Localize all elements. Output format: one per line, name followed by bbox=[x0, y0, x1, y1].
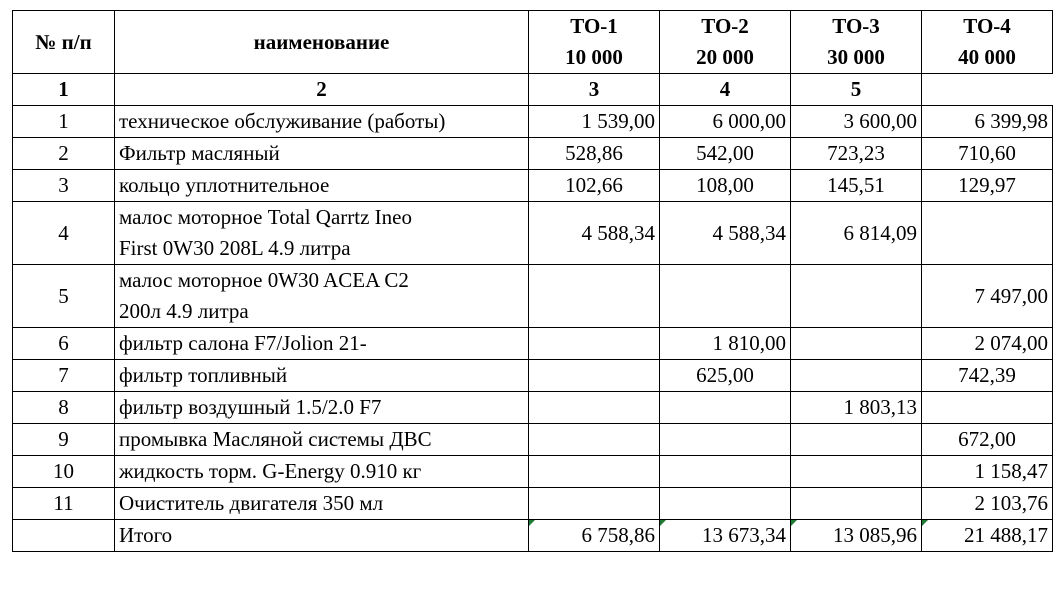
value-cell[interactable]: 2 103,76 bbox=[922, 488, 1053, 520]
item-name-cell[interactable]: фильтр воздушный 1.5/2.0 F7 bbox=[115, 392, 529, 424]
value-cell[interactable]: 129,97 bbox=[922, 170, 1053, 202]
header-to1-cell[interactable] bbox=[529, 11, 660, 74]
header-to1-title: ТО-1 bbox=[570, 14, 618, 38]
item-name-cell[interactable] bbox=[115, 265, 529, 328]
table-row bbox=[13, 170, 1053, 202]
header-to3-cell[interactable] bbox=[791, 11, 922, 74]
value-cell[interactable]: 542,00 bbox=[660, 138, 791, 170]
maintenance-cost-table bbox=[12, 10, 1053, 552]
index-cell[interactable]: 5 bbox=[791, 74, 922, 106]
table-row bbox=[13, 328, 1053, 360]
value-cell[interactable]: 4 588,34 bbox=[529, 202, 660, 265]
value-cell[interactable]: 710,60 bbox=[922, 138, 1053, 170]
table-row bbox=[13, 488, 1053, 520]
value-cell[interactable]: 625,00 bbox=[660, 360, 791, 392]
value-cell[interactable] bbox=[660, 424, 791, 456]
value-cell[interactable] bbox=[791, 424, 922, 456]
row-number-cell[interactable]: 4 bbox=[13, 202, 115, 265]
header-to2-title: ТО-2 bbox=[701, 14, 749, 38]
value-cell[interactable] bbox=[791, 265, 922, 328]
row-number-cell[interactable]: 8 bbox=[13, 392, 115, 424]
item-name-cell[interactable]: кольцо уплотнительное bbox=[115, 170, 529, 202]
item-name-cell[interactable]: фильтр топливный bbox=[115, 360, 529, 392]
value-cell[interactable]: 1 810,00 bbox=[660, 328, 791, 360]
header-to4-km: 40 000 bbox=[958, 45, 1016, 69]
value-cell[interactable] bbox=[791, 360, 922, 392]
index-cell[interactable]: 2 bbox=[115, 74, 529, 106]
row-number-cell[interactable]: 11 bbox=[13, 488, 115, 520]
value-cell[interactable] bbox=[791, 456, 922, 488]
value-cell[interactable]: 108,00 bbox=[660, 170, 791, 202]
value-cell[interactable]: 672,00 bbox=[922, 424, 1053, 456]
row-number-cell[interactable]: 3 bbox=[13, 170, 115, 202]
row-number-cell[interactable] bbox=[13, 520, 115, 552]
item-name-cell[interactable] bbox=[115, 202, 529, 265]
header-to3-km: 30 000 bbox=[827, 45, 885, 69]
value-cell[interactable] bbox=[791, 488, 922, 520]
row-number-cell[interactable]: 2 bbox=[13, 138, 115, 170]
value-cell[interactable] bbox=[529, 456, 660, 488]
table-row bbox=[13, 265, 1053, 328]
value-cell[interactable] bbox=[660, 488, 791, 520]
header-row bbox=[13, 11, 1053, 74]
value-cell[interactable]: 1 803,13 bbox=[791, 392, 922, 424]
value-cell[interactable] bbox=[922, 392, 1053, 424]
value-cell[interactable] bbox=[529, 424, 660, 456]
index-row bbox=[13, 74, 1053, 106]
item-name-cell[interactable]: техническое обслуживание (работы) bbox=[115, 106, 529, 138]
row-number-cell[interactable]: 7 bbox=[13, 360, 115, 392]
value-cell[interactable] bbox=[660, 265, 791, 328]
item-name-line: малос моторное Total Qarrtz Ineo bbox=[119, 205, 412, 229]
table-row bbox=[13, 202, 1053, 265]
value-cell[interactable]: 102,66 bbox=[529, 170, 660, 202]
item-name-cell[interactable]: Очиститель двигателя 350 мл bbox=[115, 488, 529, 520]
table-row bbox=[13, 138, 1053, 170]
value-cell[interactable]: 6 814,09 bbox=[791, 202, 922, 265]
value-cell[interactable]: 2 074,00 bbox=[922, 328, 1053, 360]
value-cell[interactable]: 145,51 bbox=[791, 170, 922, 202]
value-cell[interactable] bbox=[529, 265, 660, 328]
value-cell[interactable] bbox=[660, 456, 791, 488]
row-number-cell[interactable]: 1 bbox=[13, 106, 115, 138]
item-name-cell[interactable]: жидкость торм. G-Energy 0.910 кг bbox=[115, 456, 529, 488]
row-number-cell[interactable]: 6 bbox=[13, 328, 115, 360]
index-cell[interactable]: 1 bbox=[13, 74, 115, 106]
header-to2-cell[interactable] bbox=[660, 11, 791, 74]
value-cell[interactable] bbox=[529, 328, 660, 360]
total-value-cell[interactable]: 13 673,34 bbox=[660, 520, 791, 552]
item-name-cell[interactable]: Фильтр масляный bbox=[115, 138, 529, 170]
total-value-cell[interactable]: 13 085,96 bbox=[791, 520, 922, 552]
value-cell[interactable]: 723,23 bbox=[791, 138, 922, 170]
item-name-line: First 0W30 208L 4.9 литра bbox=[119, 236, 351, 260]
value-cell[interactable]: 4 588,34 bbox=[660, 202, 791, 265]
value-cell[interactable]: 528,86 bbox=[529, 138, 660, 170]
value-cell[interactable] bbox=[529, 392, 660, 424]
header-num-cell[interactable]: № п/п bbox=[13, 11, 115, 74]
item-name-line: 200л 4.9 литра bbox=[119, 299, 249, 323]
value-cell[interactable]: 742,39 bbox=[922, 360, 1053, 392]
item-name-cell[interactable]: промывка Масляной системы ДВС bbox=[115, 424, 529, 456]
row-number-cell[interactable]: 5 bbox=[13, 265, 115, 328]
header-to4-title: ТО-4 bbox=[963, 14, 1011, 38]
total-row bbox=[13, 520, 1053, 552]
table-row bbox=[13, 456, 1053, 488]
value-cell[interactable] bbox=[922, 202, 1053, 265]
index-cell[interactable]: 4 bbox=[660, 74, 791, 106]
value-cell[interactable] bbox=[791, 328, 922, 360]
header-to1-km: 10 000 bbox=[565, 45, 623, 69]
value-cell[interactable] bbox=[529, 488, 660, 520]
header-to3-title: ТО-3 bbox=[832, 14, 880, 38]
total-value-cell[interactable]: 21 488,17 bbox=[922, 520, 1053, 552]
index-cell[interactable]: 3 bbox=[529, 74, 660, 106]
row-number-cell[interactable]: 10 bbox=[13, 456, 115, 488]
value-cell[interactable]: 1 158,47 bbox=[922, 456, 1053, 488]
value-cell[interactable]: 7 497,00 bbox=[922, 265, 1053, 328]
header-name-cell[interactable]: наименование bbox=[115, 11, 529, 74]
value-cell[interactable]: 1 539,00 bbox=[529, 106, 660, 138]
table-row bbox=[13, 106, 1053, 138]
table-row bbox=[13, 424, 1053, 456]
row-number-cell[interactable]: 9 bbox=[13, 424, 115, 456]
item-name-line: малос моторное 0W30 ACEA C2 bbox=[119, 268, 409, 292]
value-cell[interactable] bbox=[660, 392, 791, 424]
value-cell[interactable] bbox=[529, 360, 660, 392]
total-value-cell[interactable]: 6 758,86 bbox=[529, 520, 660, 552]
total-label-cell[interactable]: Итого bbox=[115, 520, 529, 552]
value-cell[interactable]: 6 399,98 bbox=[922, 106, 1053, 138]
item-name-cell[interactable]: фильтр салона F7/Jolion 21- bbox=[115, 328, 529, 360]
table-row bbox=[13, 392, 1053, 424]
value-cell[interactable]: 3 600,00 bbox=[791, 106, 922, 138]
header-to2-km: 20 000 bbox=[696, 45, 754, 69]
value-cell[interactable]: 6 000,00 bbox=[660, 106, 791, 138]
header-to4-cell[interactable] bbox=[922, 11, 1053, 74]
table-row bbox=[13, 360, 1053, 392]
